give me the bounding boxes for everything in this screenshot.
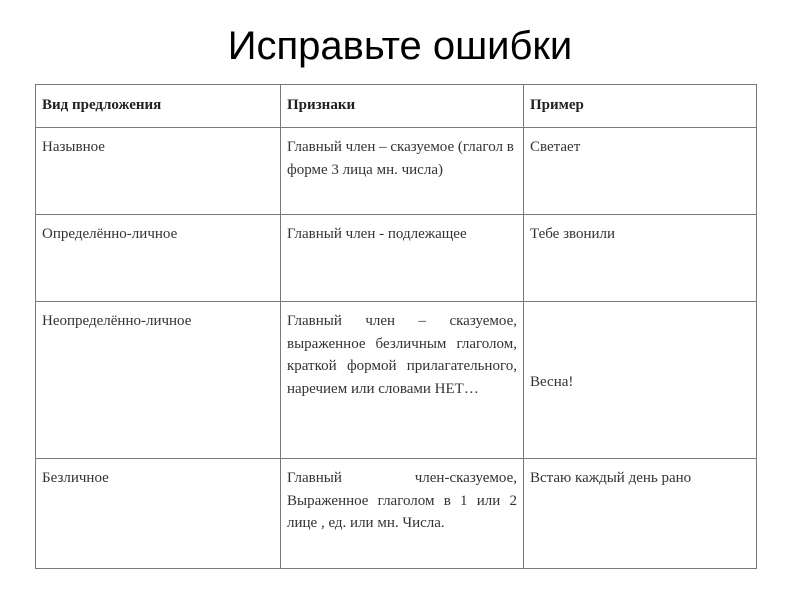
cell-type: Неопределённо-личное (36, 302, 281, 459)
cell-example: Встаю каждый день рано (524, 459, 757, 569)
table-row (36, 302, 757, 459)
cell-features: Главный член-сказуемое, Выраженное глаголом в 1 или 2 лице , ед. или мн. Числа. (281, 459, 524, 569)
cell-example: Светает (524, 128, 757, 215)
slide-title: Исправьте ошибки (227, 24, 573, 68)
table-row (36, 459, 757, 569)
cell-example: Тебе звонили (524, 215, 757, 302)
sentence-types-table (35, 84, 757, 569)
table-row (36, 215, 757, 302)
table-row (36, 128, 757, 215)
cell-type: Назывное (36, 128, 281, 215)
cell-type: Безличное (36, 459, 281, 569)
cell-features: Главный член – сказуемое (глагол в форме 3 лица мн. числа) (281, 128, 524, 215)
table-header-row (36, 85, 757, 128)
cell-example: Весна! (524, 302, 757, 459)
cell-features: Главный член - подлежащее (281, 215, 524, 302)
cell-features: Главный член – сказуемое, выраженное безличным глаголом, краткой формой прилагательного, наречием или словами НЕТ… (281, 302, 524, 459)
cell-type: Определённо-личное (36, 215, 281, 302)
header-cell-features: Признаки (281, 85, 524, 128)
header-cell-example: Пример (524, 85, 757, 128)
header-cell-type: Вид предложения (36, 85, 281, 128)
